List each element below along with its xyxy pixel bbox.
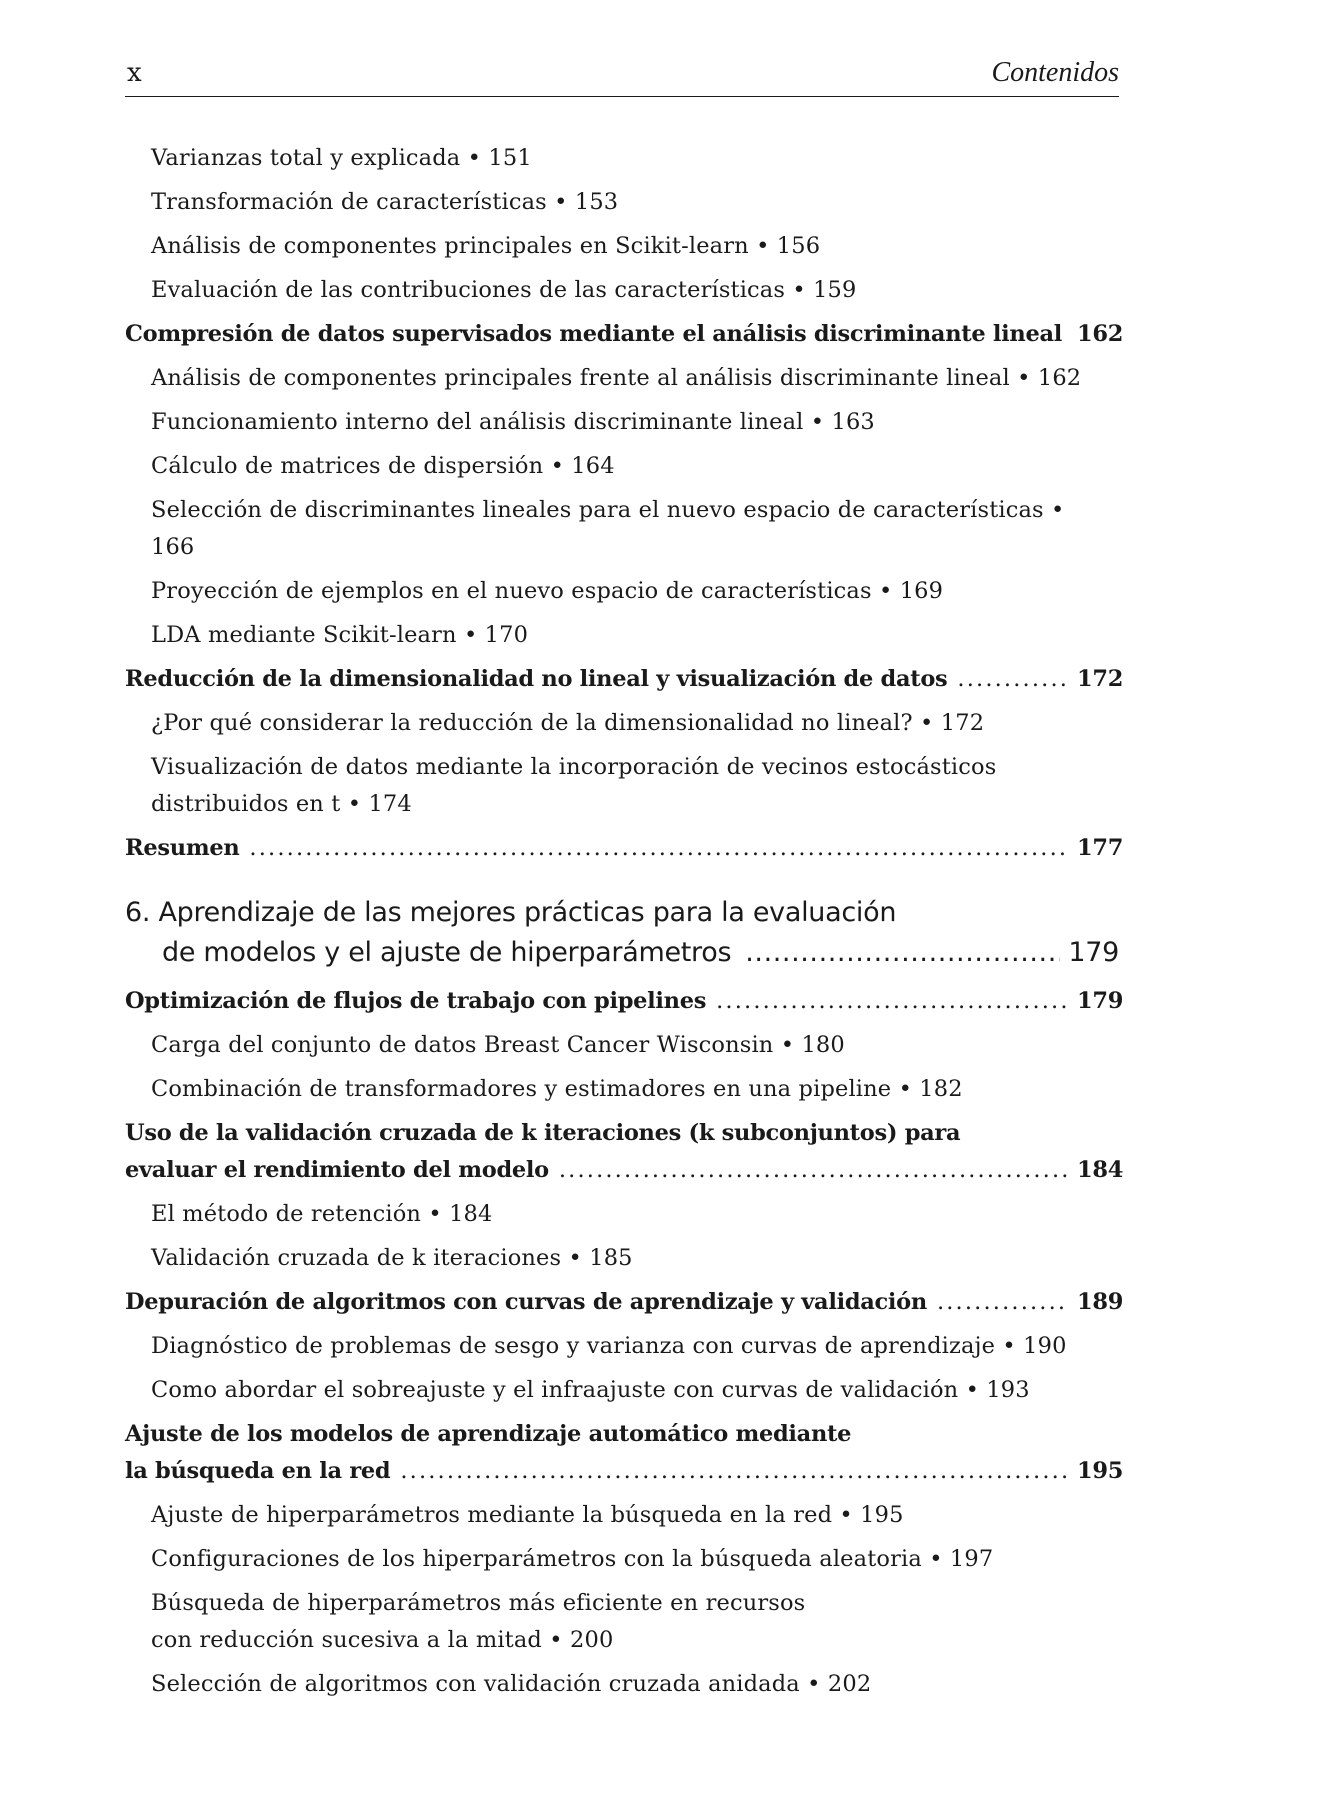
toc-entry xyxy=(125,983,1124,1020)
toc-entry-title: Depuración de algoritmos con curvas de aprendizaje y validación xyxy=(125,1289,927,1315)
chapter-title-line2: de modelos y el ajuste de hiperparámetros xyxy=(162,937,732,968)
toc-subentry: Como abordar el sobreajuste y el infraajuste con curvas de validación • 193 xyxy=(151,1377,1030,1403)
leader-dots xyxy=(937,1284,1069,1321)
toc-subentry: Evaluación de las contribuciones de las características • 159 xyxy=(151,277,857,303)
toc-entry xyxy=(125,830,1124,867)
toc-entry xyxy=(125,316,1124,353)
toc-entry-title: Compresión de datos supervisados mediante el análisis discriminante lineal xyxy=(125,321,1063,347)
toc-subentry: Validación cruzada de k iteraciones • 185 xyxy=(151,1245,633,1271)
toc-entry-title-line1: Ajuste de los modelos de aprendizaje automático mediante xyxy=(125,1421,852,1447)
toc-entry xyxy=(125,1416,1124,1490)
toc-subentry: Cálculo de matrices de dispersión • 164 xyxy=(151,453,615,479)
toc-entry-page: 172 xyxy=(1077,666,1124,692)
toc-entry-title: Optimización de flujos de trabajo con pipelines xyxy=(125,988,707,1014)
toc-entry-page: 177 xyxy=(1077,835,1124,861)
leader-dots xyxy=(745,933,1060,973)
leader-dots xyxy=(716,983,1069,1020)
chapter-page: 179 xyxy=(1068,937,1119,968)
toc-subentry: Ajuste de hiperparámetros mediante la búsqueda en la red • 195 xyxy=(151,1502,904,1528)
toc-subentry: Varianzas total y explicada • 151 xyxy=(151,145,532,171)
toc-entry-page: 195 xyxy=(1077,1458,1124,1484)
chapter-heading xyxy=(125,893,1119,973)
header-rule xyxy=(125,96,1119,97)
toc-subentry: Selección de algoritmos con validación cruzada anidada • 202 xyxy=(151,1671,872,1697)
running-head xyxy=(125,55,1119,91)
toc-subentry: Selección de discriminantes lineales para el nuevo espacio de características • 166 xyxy=(151,497,1065,560)
leader-dots xyxy=(249,830,1069,867)
toc-entry-page: 189 xyxy=(1077,1289,1124,1315)
section-title: Contenidos xyxy=(991,57,1119,88)
toc-entry-title-line1: Uso de la validación cruzada de k iteraciones (k subconjuntos) para xyxy=(125,1120,961,1146)
toc-entry-page: 179 xyxy=(1077,988,1124,1014)
toc-subentry: Proyección de ejemplos en el nuevo espacio de características • 169 xyxy=(151,578,944,604)
toc-subentry: Combinación de transformadores y estimadores en una pipeline • 182 xyxy=(151,1076,963,1102)
toc-entry-title: Reducción de la dimensionalidad no lineal y visualización de datos xyxy=(125,666,948,692)
toc-subentry: Visualización de datos mediante la incorporación de vecinos estocásticos distribuidos en t • 174 xyxy=(151,754,997,817)
toc-subentry: El método de retención • 184 xyxy=(151,1201,493,1227)
toc-entry xyxy=(125,661,1124,698)
table-of-contents xyxy=(125,140,1124,1703)
toc-subentry: Diagnóstico de problemas de sesgo y varianza con curvas de aprendizaje • 190 xyxy=(151,1333,1067,1359)
toc-subentry: Configuraciones de los hiperparámetros con la búsqueda aleatoria • 197 xyxy=(151,1546,994,1572)
toc-subentry: Carga del conjunto de datos Breast Cancer Wisconsin • 180 xyxy=(151,1032,845,1058)
toc-entry-title-line2: evaluar el rendimiento del modelo xyxy=(125,1157,549,1183)
toc-entry-title-line2: la búsqueda en la red xyxy=(125,1458,391,1484)
toc-entry-title: Resumen xyxy=(125,835,240,861)
toc-subentry: Análisis de componentes principales en Scikit-learn • 156 xyxy=(151,233,821,259)
toc-subentry: Análisis de componentes principales frente al análisis discriminante lineal • 162 xyxy=(151,365,1082,391)
toc-subentry-line2: con reducción sucesiva a la mitad • 200 xyxy=(151,1627,614,1653)
toc-subentry: Funcionamiento interno del análisis discriminante lineal • 163 xyxy=(151,409,875,435)
leader-dots xyxy=(957,661,1069,698)
leader-dots xyxy=(559,1152,1069,1189)
toc-entry-page: 162 xyxy=(1077,321,1124,347)
toc-entry-page: 184 xyxy=(1077,1157,1124,1183)
toc-subentry: ¿Por qué considerar la reducción de la dimensionalidad no lineal? • 172 xyxy=(151,710,985,736)
toc-subentry: Transformación de características • 153 xyxy=(151,189,619,215)
toc-entry xyxy=(125,1115,1124,1189)
toc-subentry-line1: Búsqueda de hiperparámetros más eficiente en recursos xyxy=(151,1590,806,1616)
leader-dots xyxy=(400,1453,1069,1490)
toc-subentry xyxy=(125,1585,1119,1659)
toc-subentry: LDA mediante Scikit-learn • 170 xyxy=(151,622,529,648)
toc-entry xyxy=(125,1284,1124,1321)
page-folio: x xyxy=(127,58,142,88)
document-page xyxy=(125,0,1124,1810)
chapter-title-line1: 6. Aprendizaje de las mejores prácticas para la evaluación xyxy=(125,897,897,928)
